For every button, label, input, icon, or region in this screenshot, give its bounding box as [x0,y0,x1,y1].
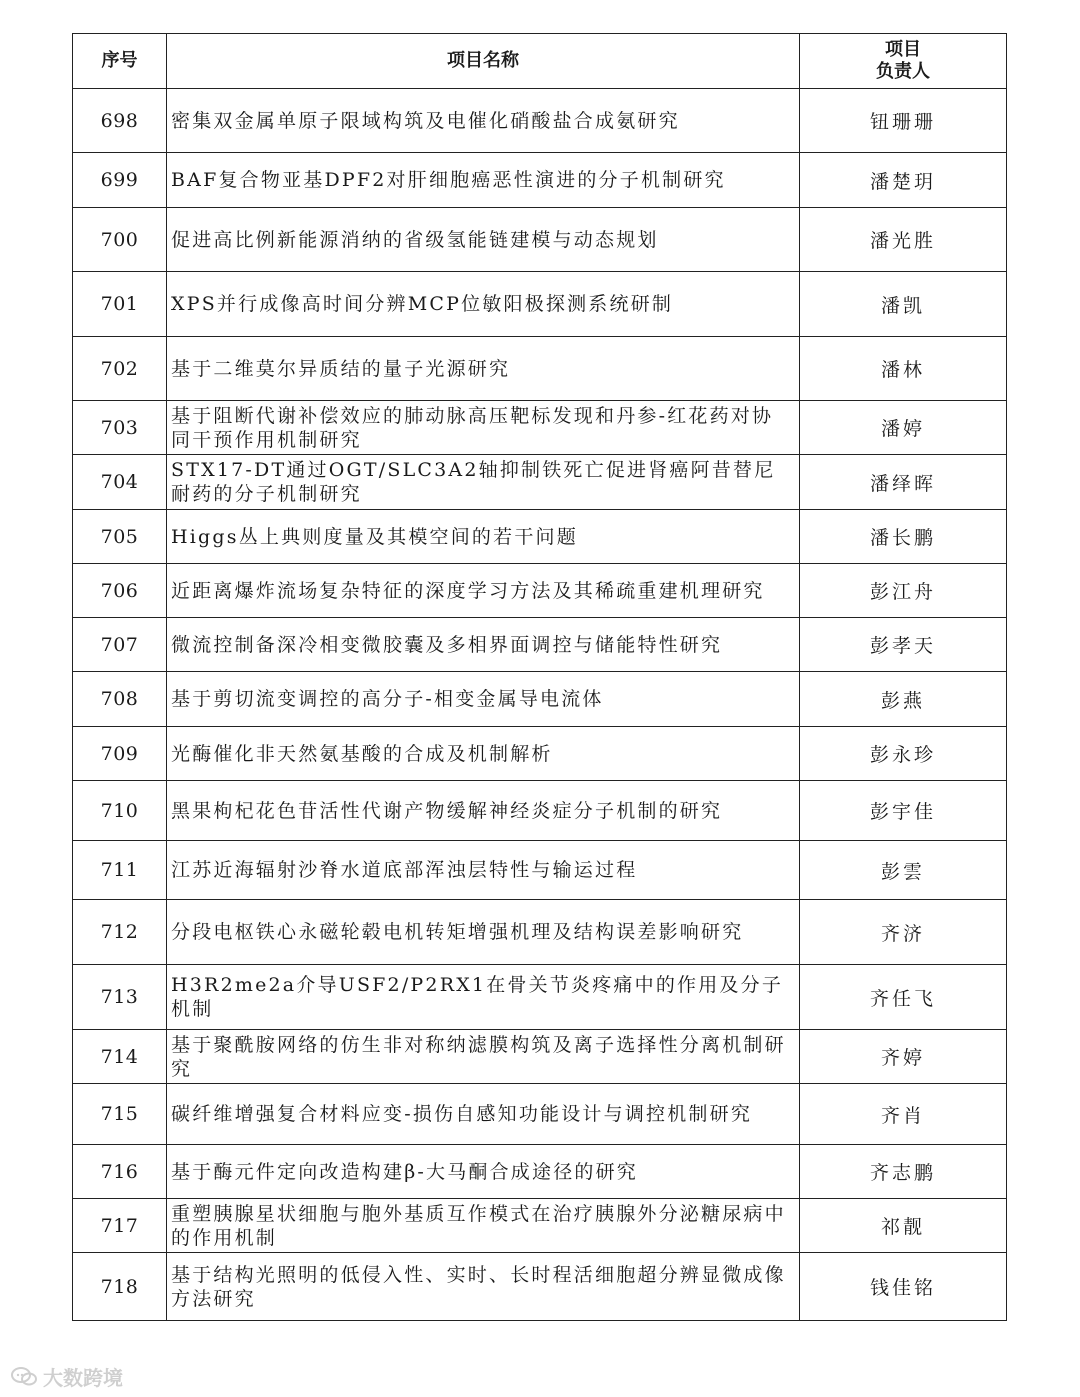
row-number: 712 [73,900,167,965]
row-number: 705 [73,510,167,564]
header-pi [800,34,1007,89]
principal-investigator: 齐济 [800,900,1007,965]
table-row [73,781,1007,841]
project-name: Higgs丛上典则度量及其模空间的若干问题 [167,510,800,564]
row-number: 699 [73,153,167,208]
row-number: 714 [73,1030,167,1084]
table-row [73,510,1007,564]
row-number: 698 [73,89,167,153]
table-row [73,564,1007,618]
row-number: 710 [73,781,167,841]
table-row [73,1253,1007,1321]
principal-investigator: 潘楚玥 [800,153,1007,208]
project-name: H3R2me2a介导USF2/P2RX1在骨关节炎疼痛中的作用及分子机制 [167,965,800,1030]
principal-investigator: 齐志鹏 [800,1145,1007,1199]
project-name: 基于酶元件定向改造构建β-大马酮合成途径的研究 [167,1145,800,1199]
row-number: 704 [73,455,167,510]
table-row [73,841,1007,900]
project-name: 光酶催化非天然氨基酸的合成及机制解析 [167,727,800,781]
header-pi-line1: 项目 [885,39,921,60]
table-row [73,1199,1007,1253]
principal-investigator: 齐任飞 [800,965,1007,1030]
row-number: 711 [73,841,167,900]
watermark-text: 大数跨境 [43,1366,123,1390]
project-name: 基于二维莫尔异质结的量子光源研究 [167,337,800,401]
project-name: 碳纤维增强复合材料应变-损伤自感知功能设计与调控机制研究 [167,1084,800,1145]
table-row [73,1145,1007,1199]
row-number: 707 [73,618,167,672]
project-table [72,33,1007,1321]
table-row [73,1084,1007,1145]
row-number: 708 [73,672,167,727]
table-row [73,618,1007,672]
principal-investigator: 潘婷 [800,401,1007,455]
header-pi-line2: 负责人 [876,61,930,82]
project-name: STX17-DT通过OGT/SLC3A2轴抑制铁死亡促进肾癌阿昔替尼耐药的分子机制研究 [167,455,800,510]
principal-investigator: 齐肖 [800,1084,1007,1145]
row-number: 713 [73,965,167,1030]
table-row [73,727,1007,781]
project-name: 重塑胰腺星状细胞与胞外基质互作模式在治疗胰腺外分泌糖尿病中的作用机制 [167,1199,800,1253]
chat-bubble-icon [10,1365,38,1389]
table-row [73,401,1007,455]
principal-investigator: 潘光胜 [800,208,1007,272]
row-number: 700 [73,208,167,272]
principal-investigator: 彭永珍 [800,727,1007,781]
project-name: 基于阻断代谢补偿效应的肺动脉高压靶标发现和丹参-红花药对协同干预作用机制研究 [167,401,800,455]
table-row [73,153,1007,208]
project-name: 密集双金属单原子限域构筑及电催化硝酸盐合成氨研究 [167,89,800,153]
table-row [73,208,1007,272]
project-name: 微流控制备深冷相变微胶囊及多相界面调控与储能特性研究 [167,618,800,672]
project-name: 近距离爆炸流场复杂特征的深度学习方法及其稀疏重建机理研究 [167,564,800,618]
row-number: 717 [73,1199,167,1253]
table-row [73,900,1007,965]
project-name: 基于聚酰胺网络的仿生非对称纳滤膜构筑及离子选择性分离机制研究 [167,1030,800,1084]
project-name: XPS并行成像高时间分辨MCP位敏阳极探测系统研制 [167,272,800,337]
row-number: 702 [73,337,167,401]
project-name: 促进高比例新能源消纳的省级氢能链建模与动态规划 [167,208,800,272]
project-name: BAF复合物亚基DPF2对肝细胞癌恶性演进的分子机制研究 [167,153,800,208]
project-name: 江苏近海辐射沙脊水道底部浑浊层特性与输运过程 [167,841,800,900]
row-number: 703 [73,401,167,455]
watermark [10,1362,123,1391]
header-name: 项目名称 [167,34,800,89]
row-number: 718 [73,1253,167,1321]
principal-investigator: 潘长鹏 [800,510,1007,564]
header-no: 序号 [73,34,167,89]
principal-investigator: 潘凯 [800,272,1007,337]
table-row [73,965,1007,1030]
project-name: 分段电枢铁心永磁轮毂电机转矩增强机理及结构误差影响研究 [167,900,800,965]
row-number: 706 [73,564,167,618]
row-number: 701 [73,272,167,337]
header-row [73,34,1007,89]
principal-investigator: 钮珊珊 [800,89,1007,153]
principal-investigator: 彭宇佳 [800,781,1007,841]
table-row [73,672,1007,727]
table-row [73,1030,1007,1084]
project-name: 基于结构光照明的低侵入性、实时、长时程活细胞超分辨显微成像方法研究 [167,1253,800,1321]
row-number: 716 [73,1145,167,1199]
project-name: 黑果枸杞花色苷活性代谢产物缓解神经炎症分子机制的研究 [167,781,800,841]
principal-investigator: 潘林 [800,337,1007,401]
principal-investigator: 彭江舟 [800,564,1007,618]
table-row [73,455,1007,510]
row-number: 709 [73,727,167,781]
principal-investigator: 潘绎晖 [800,455,1007,510]
principal-investigator: 彭雲 [800,841,1007,900]
table-row [73,337,1007,401]
principal-investigator: 彭燕 [800,672,1007,727]
row-number: 715 [73,1084,167,1145]
principal-investigator: 齐婷 [800,1030,1007,1084]
project-name: 基于剪切流变调控的高分子-相变金属导电流体 [167,672,800,727]
table-row [73,272,1007,337]
principal-investigator: 祁靓 [800,1199,1007,1253]
principal-investigator: 彭孝天 [800,618,1007,672]
principal-investigator: 钱佳铭 [800,1253,1007,1321]
table-row [73,89,1007,153]
